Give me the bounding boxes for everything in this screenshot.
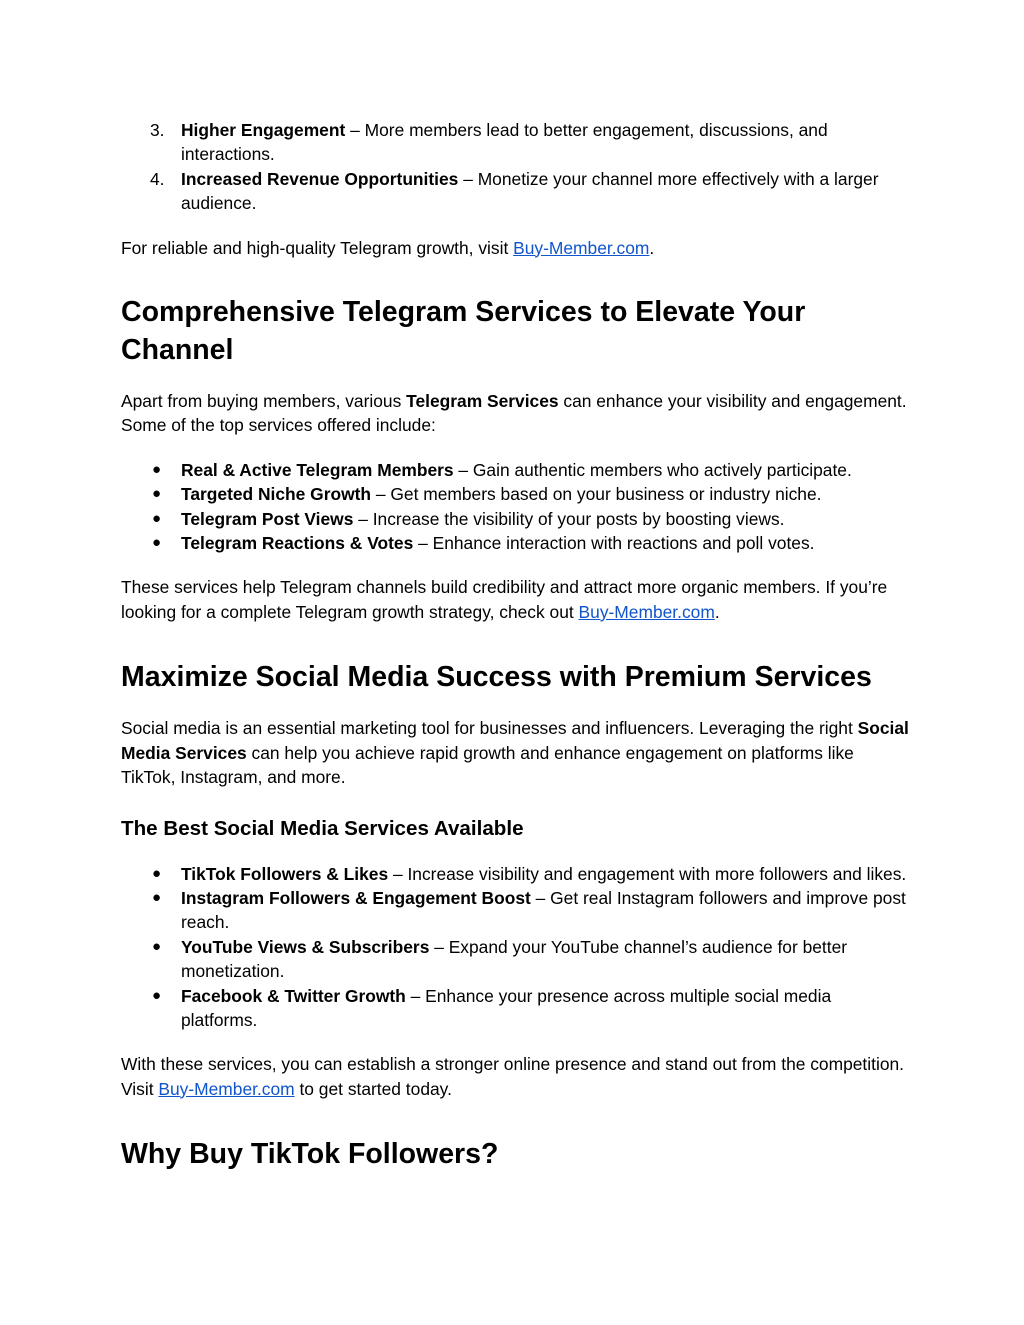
tiktok-heading: Why Buy TikTok Followers? — [121, 1138, 499, 1171]
list-item-title: Real & Active Telegram Members — [181, 459, 454, 480]
list-item-title: YouTube Views & Subscribers — [181, 936, 430, 957]
bullet-icon: ● — [152, 509, 162, 527]
growth-text: For reliable and high-quality Telegram growth, visit — [121, 237, 514, 258]
intro-bold-text: Social Media Services — [121, 718, 909, 763]
list-item-text: – Enhance interaction with reactions and poll votes. — [413, 533, 815, 554]
intro-bold-text: Telegram Services — [406, 391, 559, 412]
bullet-icon: ● — [152, 460, 162, 478]
bullet-icon: ● — [152, 485, 162, 503]
intro-text-end: can help you achieve rapid growth and enhance engagement on platforms like TikTok, Instagram, and more. — [121, 742, 854, 788]
list-item-text: – More members lead to better engagement, discussions, and interactions. — [181, 120, 828, 165]
telegram-services-list — [121, 458, 911, 556]
list-item-text: – Expand your YouTube channel’s audience for better monetization. — [181, 936, 848, 982]
list-item-title: Targeted Niche Growth — [181, 484, 372, 505]
social-services-subheading: The Best Social Media Services Available — [121, 816, 524, 840]
list-item-text: – Gain authentic members who actively participate. — [453, 459, 852, 480]
list-item-title: TikTok Followers & Likes — [181, 863, 389, 884]
list-number: 4. — [150, 168, 165, 189]
social-intro-paragraph — [121, 716, 911, 789]
intro-text: Apart from buying members, various — [121, 391, 407, 412]
buy-member-link[interactable]: Buy-Member.com — [513, 237, 650, 258]
bullet-icon: ● — [152, 864, 162, 882]
list-item — [121, 984, 911, 1033]
list-item-text: – Get real Instagram followers and improve post reach. — [181, 887, 906, 933]
bullet-icon: ● — [152, 888, 162, 906]
list-item — [121, 862, 911, 886]
growth-text-end: . — [649, 237, 655, 258]
buy-member-link[interactable]: Buy-Member.com — [158, 1078, 295, 1099]
list-item — [121, 167, 911, 216]
social-services-list — [121, 862, 911, 1033]
list-number: 3. — [150, 120, 165, 140]
list-item-text: – Monetize your channel more effectively with a larger audience. — [181, 168, 879, 214]
list-item-text: – Get members based on your business or industry niche. — [371, 484, 822, 505]
bullet-icon: ● — [152, 534, 162, 552]
list-item-title: Instagram Followers & Engagement Boost — [181, 887, 531, 908]
closing-text-end: to get started today. — [294, 1078, 452, 1099]
benefits-list — [121, 118, 911, 216]
list-item-title: Increased Revenue Opportunities — [181, 168, 459, 189]
bullet-icon: ● — [152, 986, 162, 1004]
list-item — [121, 507, 911, 531]
list-item-title: Higher Engagement — [181, 120, 346, 140]
list-item — [121, 935, 911, 984]
closing-text: These services help Telegram channels build credibility and attract more organic members. If you’re looking for a complete Telegram growth strategy, check out — [121, 577, 888, 622]
list-item-text: – Increase the visibility of your posts by boosting views. — [353, 508, 785, 529]
list-item-text: – Increase visibility and engagement with more followers and likes. — [388, 863, 907, 884]
growth-paragraph — [121, 236, 911, 260]
social-media-heading: Maximize Social Media Success with Premium Services — [121, 661, 872, 694]
intro-text: Social media is an essential marketing tool for businesses and influencers. Leveraging the right — [121, 718, 858, 739]
list-item — [121, 458, 911, 482]
telegram-closing-paragraph — [121, 575, 911, 624]
list-item — [121, 482, 911, 506]
list-item-text: – Enhance your presence across multiple social media platforms. — [181, 985, 832, 1030]
closing-text-end: . — [714, 601, 720, 622]
list-item-title: Telegram Post Views — [181, 508, 354, 529]
social-closing-paragraph — [121, 1052, 911, 1101]
buy-member-link[interactable]: Buy-Member.com — [578, 601, 715, 622]
document-page — [121, 118, 911, 1173]
telegram-services-heading: Comprehensive Telegram Services to Elevate Your Channel — [121, 296, 806, 367]
bullet-icon: ● — [152, 937, 162, 955]
intro-text-end: can enhance your visibility and engagement. Some of the top services offered include: — [121, 391, 907, 436]
list-item-title: Facebook & Twitter Growth — [181, 985, 406, 1006]
list-item-title: Telegram Reactions & Votes — [181, 533, 414, 554]
telegram-intro-paragraph — [121, 389, 911, 438]
closing-text: With these services, you can establish a stronger online presence and stand out from the competition. Visit — [121, 1054, 905, 1099]
list-item — [121, 118, 911, 167]
list-item — [121, 531, 911, 555]
list-item — [121, 886, 911, 935]
